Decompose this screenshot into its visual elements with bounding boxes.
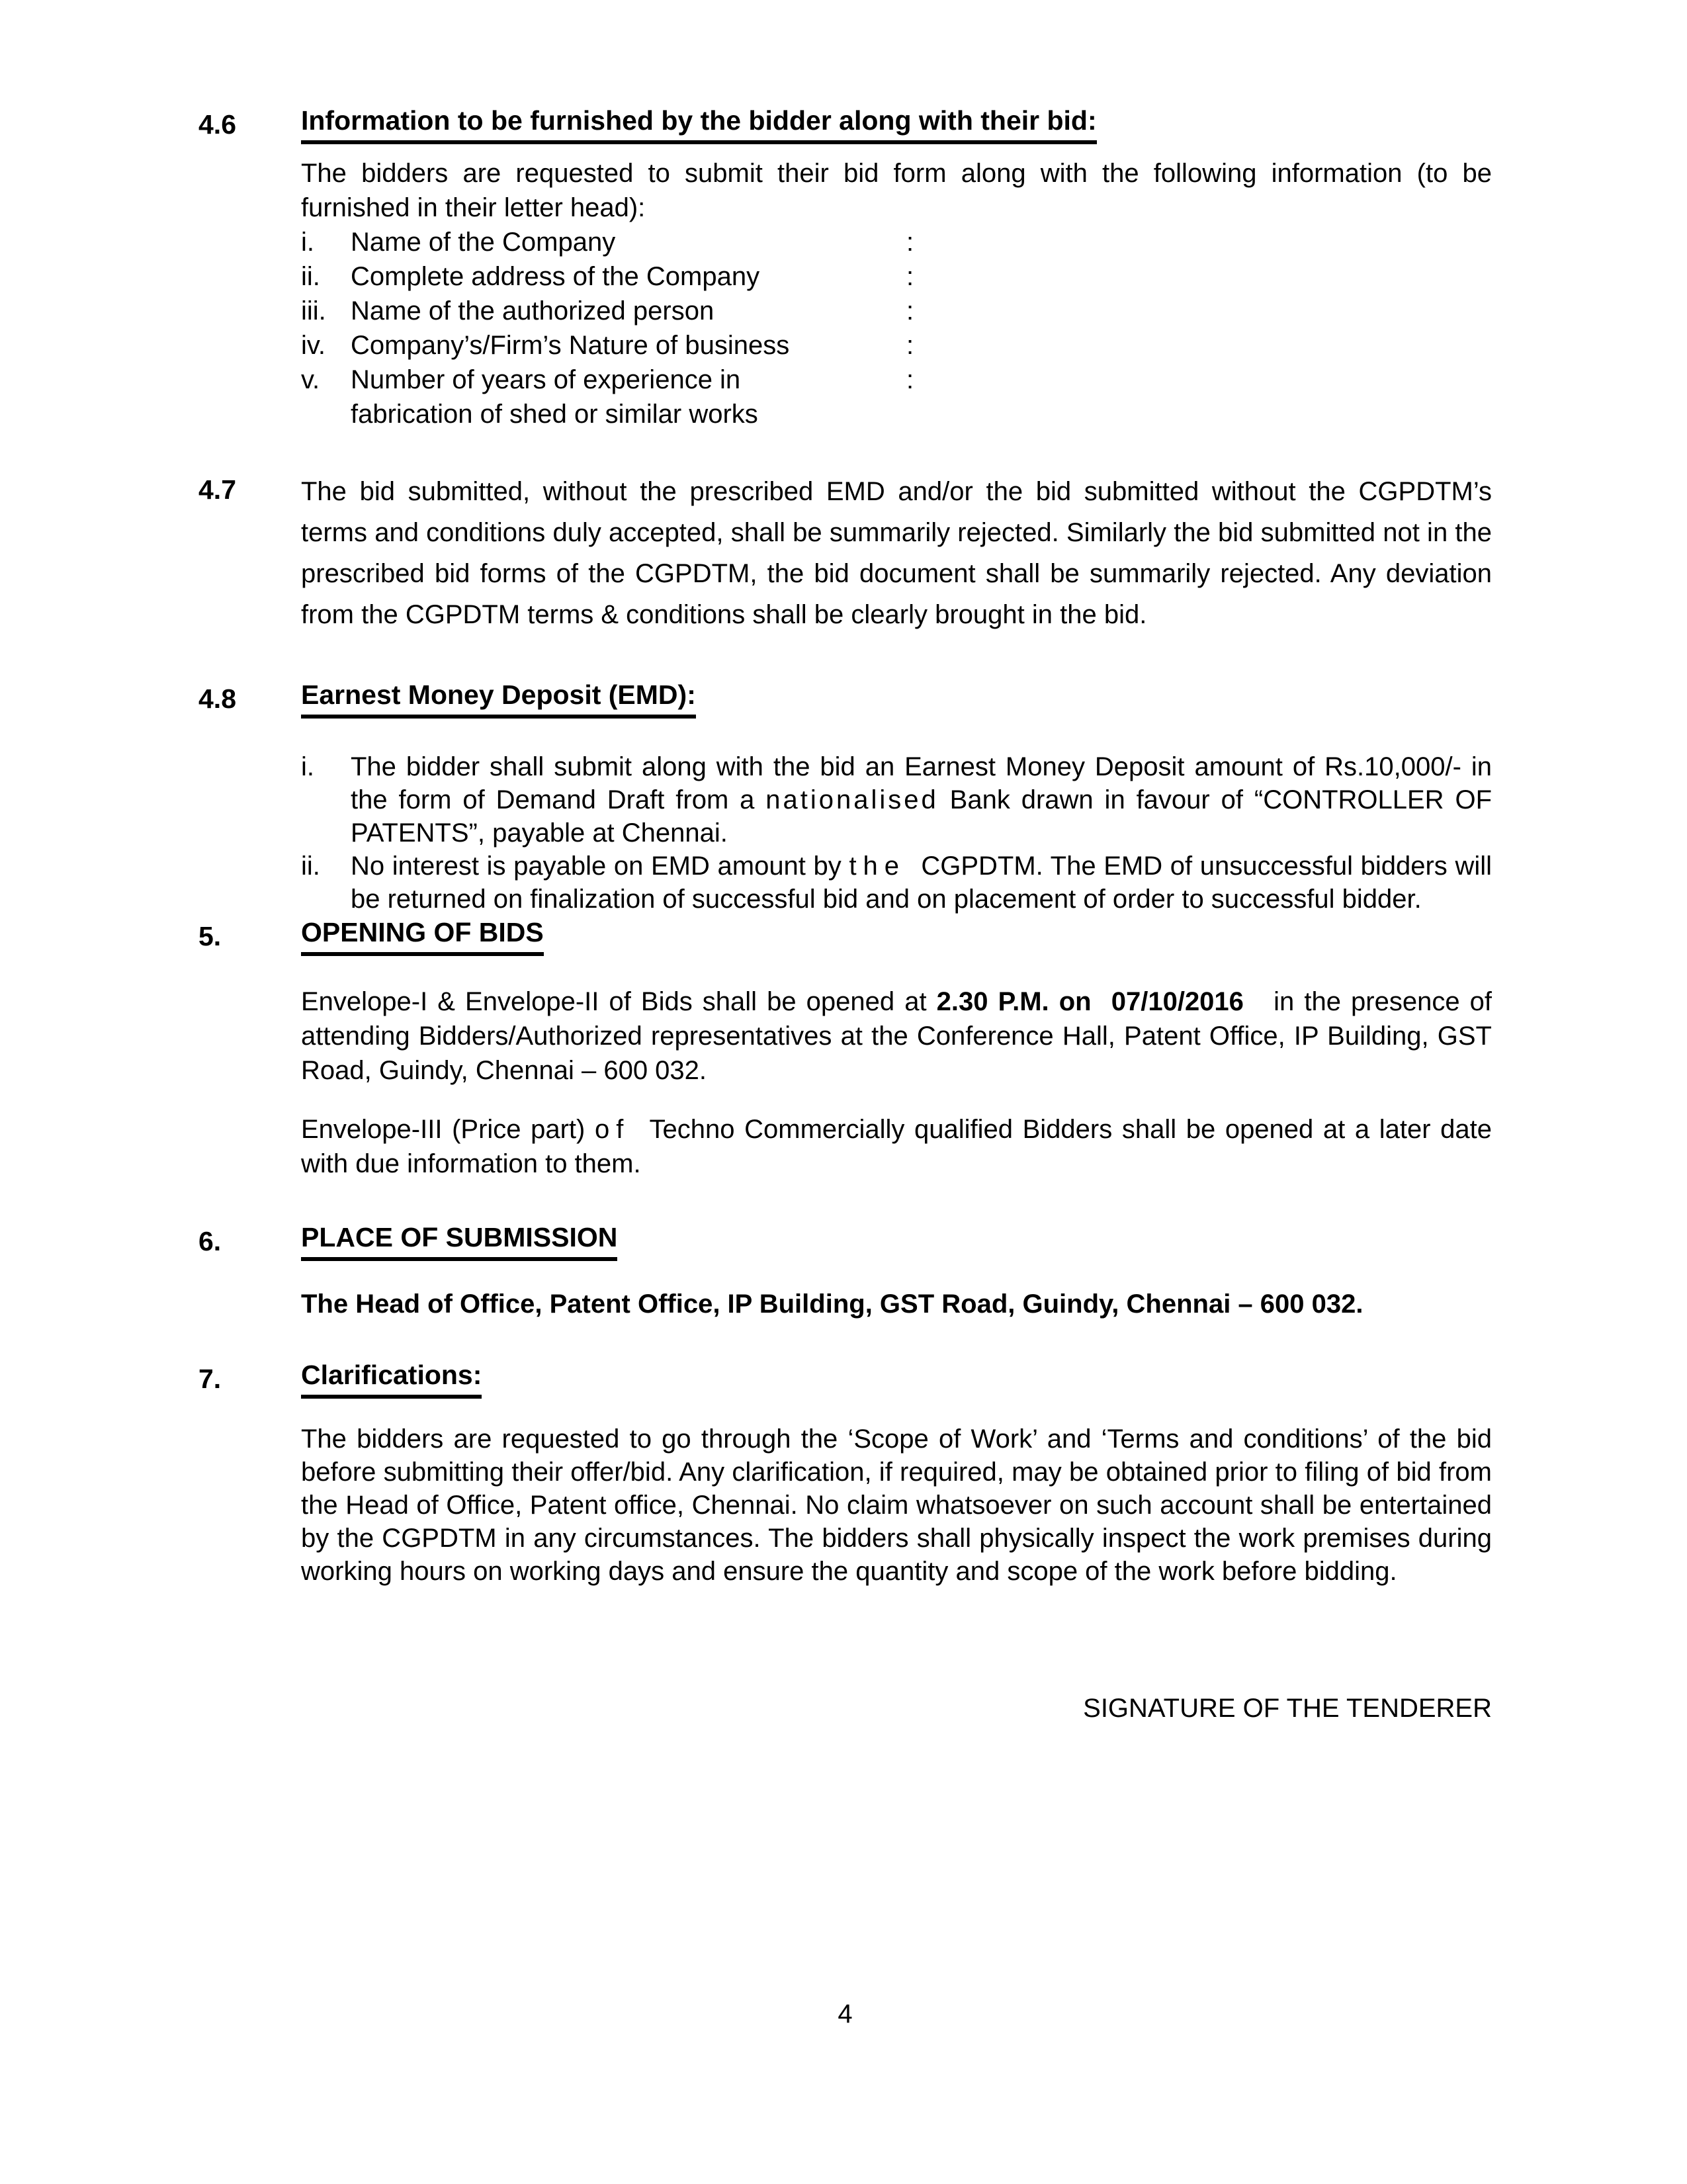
emd-list bbox=[301, 750, 1492, 916]
section-6 bbox=[198, 1223, 1492, 1321]
section-number-5: 5. bbox=[198, 921, 222, 951]
submission-address: The Head of Office, Patent Office, IP Building, GST Road, Guindy, Chennai – 600 032. bbox=[301, 1289, 1363, 1319]
section-number-4-6: 4.6 bbox=[198, 109, 236, 140]
section-heading-4-8 bbox=[301, 680, 1492, 719]
list-item-text: Company’s/Firm’s Nature of business bbox=[351, 331, 790, 360]
signature-line: SIGNATURE OF THE TENDERER bbox=[1083, 1694, 1492, 1723]
intro-paragraph: The bidders are requested to submit their bid form along with the following information (to be furnished in their letter head): bbox=[301, 159, 1492, 222]
list-item-colon: : bbox=[906, 331, 914, 360]
list-item-marker: ii. bbox=[301, 262, 320, 291]
list-item-marker: i. bbox=[301, 752, 314, 781]
section-heading-4-6 bbox=[301, 106, 1492, 144]
heading-underline-text: Information to be furnished by the bidder along with their bid: bbox=[301, 106, 1097, 144]
list-item-text: Name of the Company bbox=[351, 228, 616, 257]
page-number: 4 bbox=[838, 1999, 853, 2029]
section-number-6: 6. bbox=[198, 1226, 222, 1256]
section-body-5 bbox=[301, 918, 1492, 1181]
list-item bbox=[301, 750, 1492, 850]
list-item-text: Name of the authorized person bbox=[351, 296, 714, 326]
opening-paragraph-2: Envelope-III (Price part) of Techno Commercially qualified Bidders shall be opened at a later date with due information to them. bbox=[301, 1115, 1492, 1178]
letterspaced-word: the bbox=[849, 852, 906, 881]
section-4-6 bbox=[198, 106, 1492, 431]
bold-date-time: 2.30 P.M. on 07/10/2016 bbox=[936, 987, 1244, 1016]
list-item-marker: i. bbox=[301, 228, 314, 257]
section-body-7 bbox=[301, 1360, 1492, 1588]
list-item-marker: iii. bbox=[301, 296, 326, 326]
section-heading-6 bbox=[301, 1223, 1492, 1261]
section-body-4-8 bbox=[301, 680, 1492, 916]
list-item bbox=[301, 225, 1492, 259]
section-number-4-7: 4.7 bbox=[198, 474, 236, 505]
list-item bbox=[301, 328, 1492, 363]
opening-paragraph-1: Envelope-I & Envelope-II of Bids shall be opened at 2.30 P.M. on 07/10/2016 in the presence of attending Bidders/Authorized representatives at the Conference Hall, Patent Office, IP Building, GST Road, Guindy, Chennai – 600 032. bbox=[301, 987, 1492, 1085]
section-4-7 bbox=[198, 471, 1492, 635]
section-5 bbox=[198, 918, 1492, 1181]
paragraph-4-7: The bid submitted, without the prescribed EMD and/or the bid submitted without the CGPDTM’s terms and conditions duly accepted, shall be summarily rejected. Similarly the bid submitted not in the prescribed bid forms of the CGPDTM, the bid document shall be summarily rejected. Any deviation from the CGPDTM terms & conditions shall be clearly brought in the bid. bbox=[301, 477, 1492, 629]
section-body-4-7 bbox=[301, 471, 1492, 635]
emd-item-1-text: The bidder shall submit along with the bid an Earnest Money Deposit amount of Rs.10,000/- in the form of Demand Draft from a nationalised Bank drawn in favour of “CONTROLLER OF PATENTS”, payable at Chennai. bbox=[351, 752, 1492, 848]
list-item-colon: : bbox=[906, 365, 914, 394]
list-item-colon: : bbox=[906, 296, 914, 326]
section-heading-5 bbox=[301, 918, 1492, 956]
heading-underline-text: OPENING OF BIDS bbox=[301, 918, 544, 956]
section-number-4-8: 4.8 bbox=[198, 683, 236, 714]
clarifications-paragraph: The bidders are requested to go through the ‘Scope of Work’ and ‘Terms and conditions’ of the bid before submitting their offer/bid. Any clarification, if required, may be obtained prior to filing of bid from the Head of Office, Patent office, Chennai. No claim whatsoever on such account shall be entertained by the CGPDTM in any circumstances. The bidders shall physically inspect the work premises during working hours on working days and ensure the quantity and scope of the work before bidding. bbox=[301, 1424, 1492, 1586]
heading-underline-text: PLACE OF SUBMISSION bbox=[301, 1223, 617, 1261]
list-item-marker: ii. bbox=[301, 852, 320, 881]
list-item-colon: : bbox=[906, 262, 914, 291]
section-7 bbox=[198, 1360, 1492, 1588]
bidder-info-list bbox=[301, 225, 1492, 431]
heading-underline-text: Clarifications: bbox=[301, 1360, 482, 1399]
letterspaced-word: of bbox=[594, 1115, 630, 1144]
list-item-marker: iv. bbox=[301, 331, 326, 360]
emd-item-2-text: No interest is payable on EMD amount by the CGPDTM. The EMD of unsuccessful bidders will be returned on finalization of successful bid and on placement of order to successful bidder. bbox=[351, 852, 1492, 914]
list-item-text: Complete address of the Company bbox=[351, 262, 760, 291]
list-item-colon: : bbox=[906, 228, 914, 257]
section-heading-7 bbox=[301, 1360, 1492, 1399]
section-body-4-6 bbox=[301, 106, 1492, 431]
section-number-7: 7. bbox=[198, 1364, 222, 1394]
letterspaced-word: nationalised bbox=[765, 785, 939, 814]
section-4-8 bbox=[198, 680, 1492, 916]
list-item-text: Number of years of experience in fabrication of shed or similar works bbox=[351, 365, 758, 429]
list-item bbox=[301, 363, 1492, 431]
list-item bbox=[301, 259, 1492, 294]
list-item bbox=[301, 850, 1492, 916]
heading-underline-text: Earnest Money Deposit (EMD): bbox=[301, 680, 696, 719]
list-item-marker: v. bbox=[301, 365, 320, 394]
section-body-6 bbox=[301, 1223, 1492, 1321]
list-item bbox=[301, 294, 1492, 328]
